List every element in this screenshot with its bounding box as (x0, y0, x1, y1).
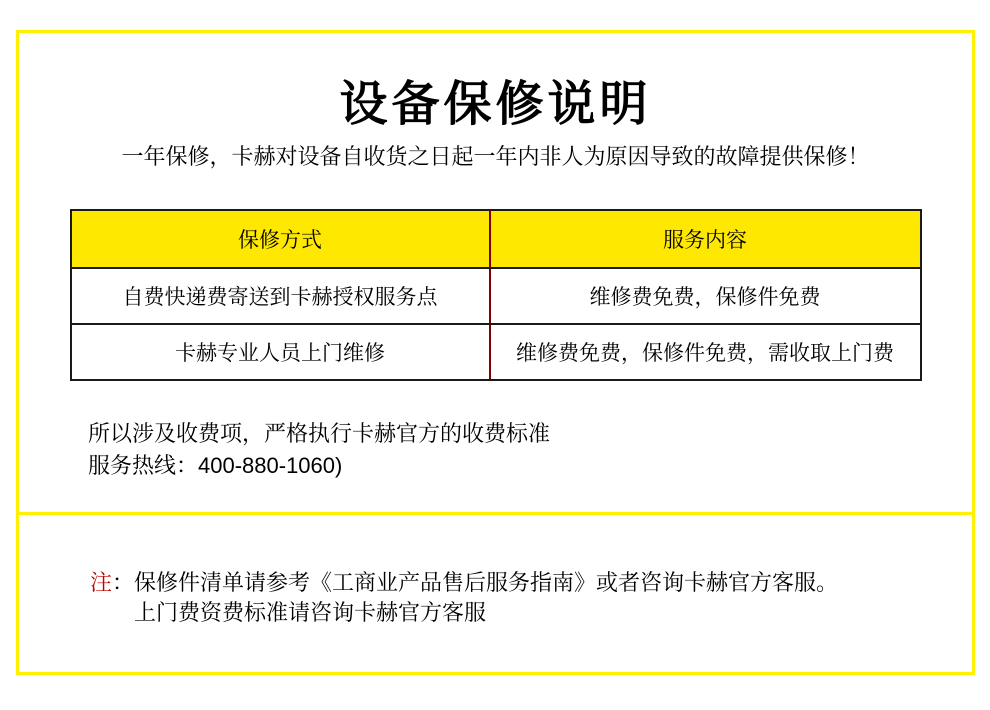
service-hotline: 服务热线：400-880-1060) (88, 453, 343, 478)
footnote-panel (16, 515, 975, 675)
footnote-line2: 上门费资费标准请咨询卡赫官方客服 (134, 600, 487, 625)
column-header-warranty-method: 保修方式 (71, 210, 490, 268)
note-label: 注 (90, 570, 113, 595)
cell-warranty-method-2: 卡赫专业人员上门维修 (71, 324, 490, 380)
fee-info (88, 418, 972, 482)
table-row (71, 268, 921, 324)
page-subtitle: 一年保修，卡赫对设备自收货之日起一年内非人为原因导致的故障提供保修！ (121, 144, 870, 169)
footnote (90, 568, 972, 628)
cell-service-content-1: 维修费免费，保修件免费 (490, 268, 921, 324)
note-colon: ： (112, 570, 135, 595)
table-row (71, 324, 921, 380)
column-header-service-content: 服务内容 (490, 210, 921, 268)
footnote-line1: 保修件清单请参考《工商业产品售后服务指南》或者咨询卡赫官方客服。 (134, 570, 839, 595)
cell-warranty-method-1: 自费快递费寄送到卡赫授权服务点 (71, 268, 490, 324)
fee-standard-line: 所以涉及收费项，严格执行卡赫官方的收费标准 (88, 421, 551, 446)
main-panel (16, 30, 975, 515)
page-title: 设备保修说明 (339, 78, 652, 131)
cell-service-content-2: 维修费免费，保修件免费，需收取上门费 (490, 324, 921, 380)
table-header-row (71, 210, 921, 268)
warranty-table (70, 209, 922, 381)
